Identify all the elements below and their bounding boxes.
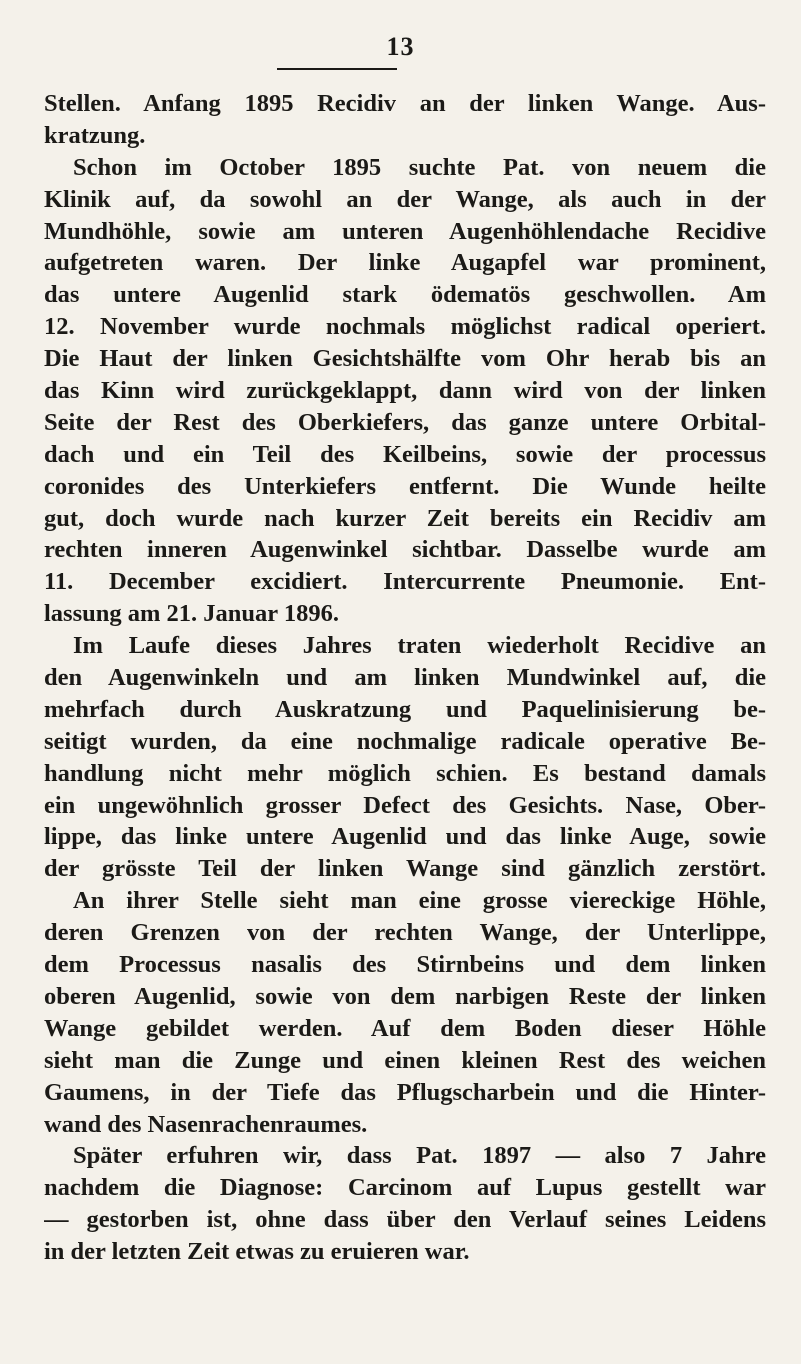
text-line: ein ungewöhnlich grosser Defect des Gesichts. Nase, Ober- xyxy=(44,791,766,819)
text-line: dach und ein Teil des Keilbeins, sowie der processus xyxy=(44,440,766,468)
text-line: oberen Augenlid, sowie von dem narbigen Reste der linken xyxy=(44,982,766,1010)
text-line: wand des Nasenrachenraumes. xyxy=(44,1110,368,1138)
text-line: handlung nicht mehr möglich schien. Es bestand damals xyxy=(44,759,766,787)
text-line: 11. December excidiert. Intercurrente Pneumonie. Ent- xyxy=(44,568,766,596)
text-line: Wange gebildet werden. Auf dem Boden dieser Höhle xyxy=(44,1014,766,1042)
text-line: kratzung. xyxy=(44,121,146,149)
text-line: sieht man die Zunge und einen kleinen Rest des weichen xyxy=(44,1046,766,1074)
text-line: das untere Augenlid stark ödematös geschwollen. Am xyxy=(44,281,766,309)
text-line: Stellen. Anfang 1895 Recidiv an der linken Wange. Aus- xyxy=(44,90,766,117)
text-line: gut, doch wurde nach kurzer Zeit bereits ein Recidiv am xyxy=(44,504,766,532)
text-line: Gaumens, in der Tiefe das Pflugscharbein und die Hinter- xyxy=(44,1078,766,1106)
text-line: 12. November wurde nochmals möglichst radical operiert. xyxy=(44,313,766,341)
text-line: Schon im October 1895 suchte Pat. von neuem die xyxy=(73,153,766,181)
page-number: 13 xyxy=(386,32,415,61)
text-line: dem Processus nasalis des Stirnbeins und dem linken xyxy=(44,951,766,979)
text-line: rechten inneren Augenwinkel sichtbar. Dasselbe wurde am xyxy=(44,536,766,564)
text-line: Später erfuhren wir, dass Pat. 1897 — also 7 Jahre xyxy=(73,1142,766,1170)
text-line: seitigt wurden, da eine nochmalige radicale operative Be- xyxy=(44,727,766,755)
text-line: coronides des Unterkiefers entfernt. Die Wunde heilte xyxy=(44,472,766,500)
text-line: aufgetreten waren. Der linke Augapfel war prominent, xyxy=(44,249,766,277)
text-line: — gestorben ist, ohne dass über den Verlauf seines Leidens xyxy=(44,1206,766,1234)
text-line: lippe, das linke untere Augenlid und das linke Auge, sowie xyxy=(44,823,766,851)
text-line: Im Laufe dieses Jahres traten wiederholt Recidive an xyxy=(73,632,766,660)
text-line: deren Grenzen von der rechten Wange, der Unterlippe, xyxy=(44,919,766,947)
text-line: nachdem die Diagnose: Carcinom auf Lupus gestellt war xyxy=(44,1174,766,1202)
text-line: mehrfach durch Auskratzung und Paquelinisierung be- xyxy=(44,695,766,723)
text-line: Klinik auf, da sowohl an der Wange, als auch in der xyxy=(44,185,766,213)
text-line: An ihrer Stelle sieht man eine grosse viereckige Höhle, xyxy=(73,887,766,915)
page-number-underline xyxy=(277,68,397,70)
body-text xyxy=(44,88,766,1268)
text-line: das Kinn wird zurückgeklappt, dann wird von der linken xyxy=(44,377,766,405)
text-line: lassung am 21. Januar 1896. xyxy=(44,600,339,628)
text-line: den Augenwinkeln und am linken Mundwinkel auf, die xyxy=(44,664,766,692)
text-line: Die Haut der linken Gesichtshälfte vom Ohr herab bis an xyxy=(44,345,766,373)
text-line: Seite der Rest des Oberkiefers, das ganze untere Orbital- xyxy=(44,408,766,436)
text-line: der grösste Teil der linken Wange sind gänzlich zerstört. xyxy=(44,855,766,883)
text-line: Mundhöhle, sowie am unteren Augenhöhlendache Recidive xyxy=(44,217,766,245)
text-line: in der letzten Zeit etwas zu eruieren war. xyxy=(44,1238,470,1266)
